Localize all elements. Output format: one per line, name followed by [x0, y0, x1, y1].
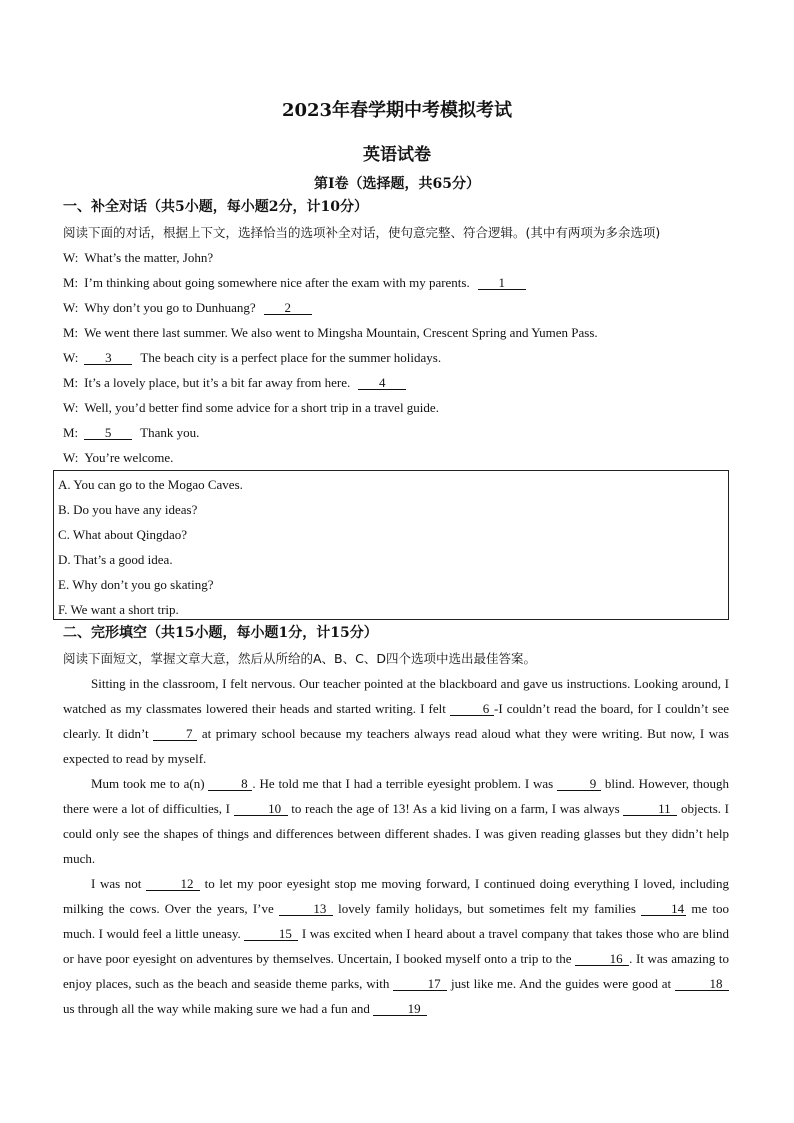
section2-heading: 二、完形填空（共15小题，每小题1分，计15分） — [63, 625, 378, 641]
passage-paragraph-1 — [63, 671, 729, 771]
speaker-label: W: — [63, 400, 79, 415]
passage-text: us through all the way while making sure we had a fun and — [63, 1001, 374, 1016]
blank-19: 19 — [373, 1002, 427, 1016]
dialogue-blank: 4 — [358, 376, 406, 390]
dialogue-text: Why don’t you go to Dunhuang? — [84, 300, 256, 315]
dialogue-line — [63, 350, 441, 366]
passage-text: me too much. I would feel a little uneasy. — [63, 901, 729, 941]
blank-17: 17 — [393, 977, 447, 991]
dialogue-blank: 5 — [84, 426, 132, 440]
dialogue-line — [63, 325, 606, 341]
dialogue-blank: 3 — [84, 351, 132, 365]
option-d: D. That’s a good idea. — [58, 552, 173, 567]
passage-text: . He told me that I had a terrible eyesight problem. I was — [252, 776, 558, 791]
section1-instruction: 阅读下面的对话，根据上下文，选择恰当的选项补全对话，使句意完整、符合逻辑。(其中有两项为多余选项) — [63, 225, 661, 240]
blank-8: 8 — [208, 777, 252, 791]
passage-text: to reach the age of 13! As a kid living on a farm, I was always — [287, 801, 624, 816]
passage-text: blind. However, though there were a lot of difficulties, I — [63, 776, 730, 816]
option-c: C. What about Qingdao? — [58, 527, 188, 542]
options-box — [53, 470, 729, 620]
dialogue-text: Well, you’d better find some advice for a short trip in a travel guide. — [84, 400, 439, 415]
passage-text: -I couldn’t read the board, for I couldn’t see clearly. It didn’t — [63, 701, 729, 741]
option-f: F. We want a short trip. — [58, 602, 179, 617]
passage-paragraph-3 — [63, 871, 729, 1021]
blank-12: 12 — [146, 877, 200, 891]
section2-instruction: 阅读下面短文，掌握文章大意，然后从所给的A、B、C、D四个选项中选出最佳答案。 — [63, 651, 536, 666]
blank-16: 16 — [575, 952, 629, 966]
dialogue-text: What’s the matter, John? — [84, 250, 214, 265]
passage-text: I was excited when I heard about a travel company that takes those who are blind or have poor eyesight on adventures by themselves. Uncertain, I booked myself onto a trip to the — [63, 926, 730, 966]
dialogue-blank: 1 — [478, 276, 526, 290]
speaker-label: W: — [63, 450, 79, 465]
section1-heading: 一、补全对话（共5小题，每小题2分，计10分） — [63, 199, 368, 215]
passage-text: lovely family holidays, but sometimes felt my families — [332, 901, 642, 916]
dialogue-blank: 2 — [264, 301, 312, 315]
blank-14: 14 — [641, 902, 686, 916]
speaker-label: W: — [63, 350, 79, 365]
option-b: B. Do you have any ideas? — [58, 502, 198, 517]
dialogue-text: It’s a lovely place, but it’s a bit far away from here. — [84, 375, 351, 390]
speaker-label: M: — [63, 325, 79, 340]
passage-text: at primary school because my teachers always read aloud what they were writing. But now, I was expected to read by myself. — [63, 726, 729, 766]
dialogue-line — [63, 375, 414, 391]
blank-9: 9 — [557, 777, 601, 791]
passage-text: . It was amazing to enjoy places, such as the beach and seaside theme parks, with — [63, 951, 729, 991]
blank-15: 15 — [244, 927, 298, 941]
blank-6: 6 — [450, 702, 494, 716]
blank-13: 13 — [279, 902, 333, 916]
dialogue-line — [63, 275, 534, 291]
dialogue-text: You’re welcome. — [84, 450, 174, 465]
speaker-label: M: — [63, 275, 79, 290]
speaker-label: W: — [63, 250, 79, 265]
passage-text: objects. I could only see the shapes of things and differences between different shades. I was given reading glasses but they didn’t help much. — [63, 801, 730, 866]
passage-text: just like me. And the guides were good at — [447, 976, 675, 991]
blank-10: 10 — [234, 802, 288, 816]
option-e: E. Why don’t you go skating? — [58, 577, 214, 592]
passage-paragraph-2 — [63, 771, 729, 871]
dialogue-line — [63, 425, 199, 441]
passage-text: Sitting in the classroom, I felt nervous. Our teacher pointed at the blackboard and gave us instructions. Looking around, I watched as my classmates lowered their heads and started writing. I felt — [63, 676, 729, 716]
dialogue-text: We went there last summer. We also went to Mingsha Mountain, Crescent Spring and Yumen Pass. — [84, 325, 598, 340]
option-a: A. You can go to the Mogao Caves. — [58, 477, 243, 492]
passage-text: to let my poor eyesight stop me moving forward, I continued doing everything I loved, including milking the cows. Over the years, I’ve — [63, 876, 729, 916]
exam-subtitle: 英语试卷 — [363, 145, 431, 165]
dialogue-text: The beach city is a perfect place for the summer holidays. — [140, 350, 442, 365]
passage-text: Mum took me to a(n) — [91, 776, 209, 791]
dialogue-line — [63, 400, 447, 416]
blank-7: 7 — [153, 727, 197, 741]
speaker-label: W: — [63, 300, 79, 315]
part-heading: 第Ⅰ卷（选择题，共65分） — [313, 176, 481, 192]
dialogue-text: I’m thinking about going somewhere nice after the exam with my parents. — [84, 275, 470, 290]
passage-text: I was not — [91, 876, 147, 891]
dialogue-text: Thank you. — [140, 425, 200, 440]
dialogue-line — [63, 250, 221, 266]
speaker-label: M: — [63, 425, 79, 440]
blank-11: 11 — [623, 802, 677, 816]
dialogue-line — [63, 450, 181, 466]
exam-title: 2023年春学期中考模拟考试 — [281, 100, 513, 121]
speaker-label: M: — [63, 375, 79, 390]
dialogue-line — [63, 300, 320, 316]
blank-18: 18 — [675, 977, 729, 991]
